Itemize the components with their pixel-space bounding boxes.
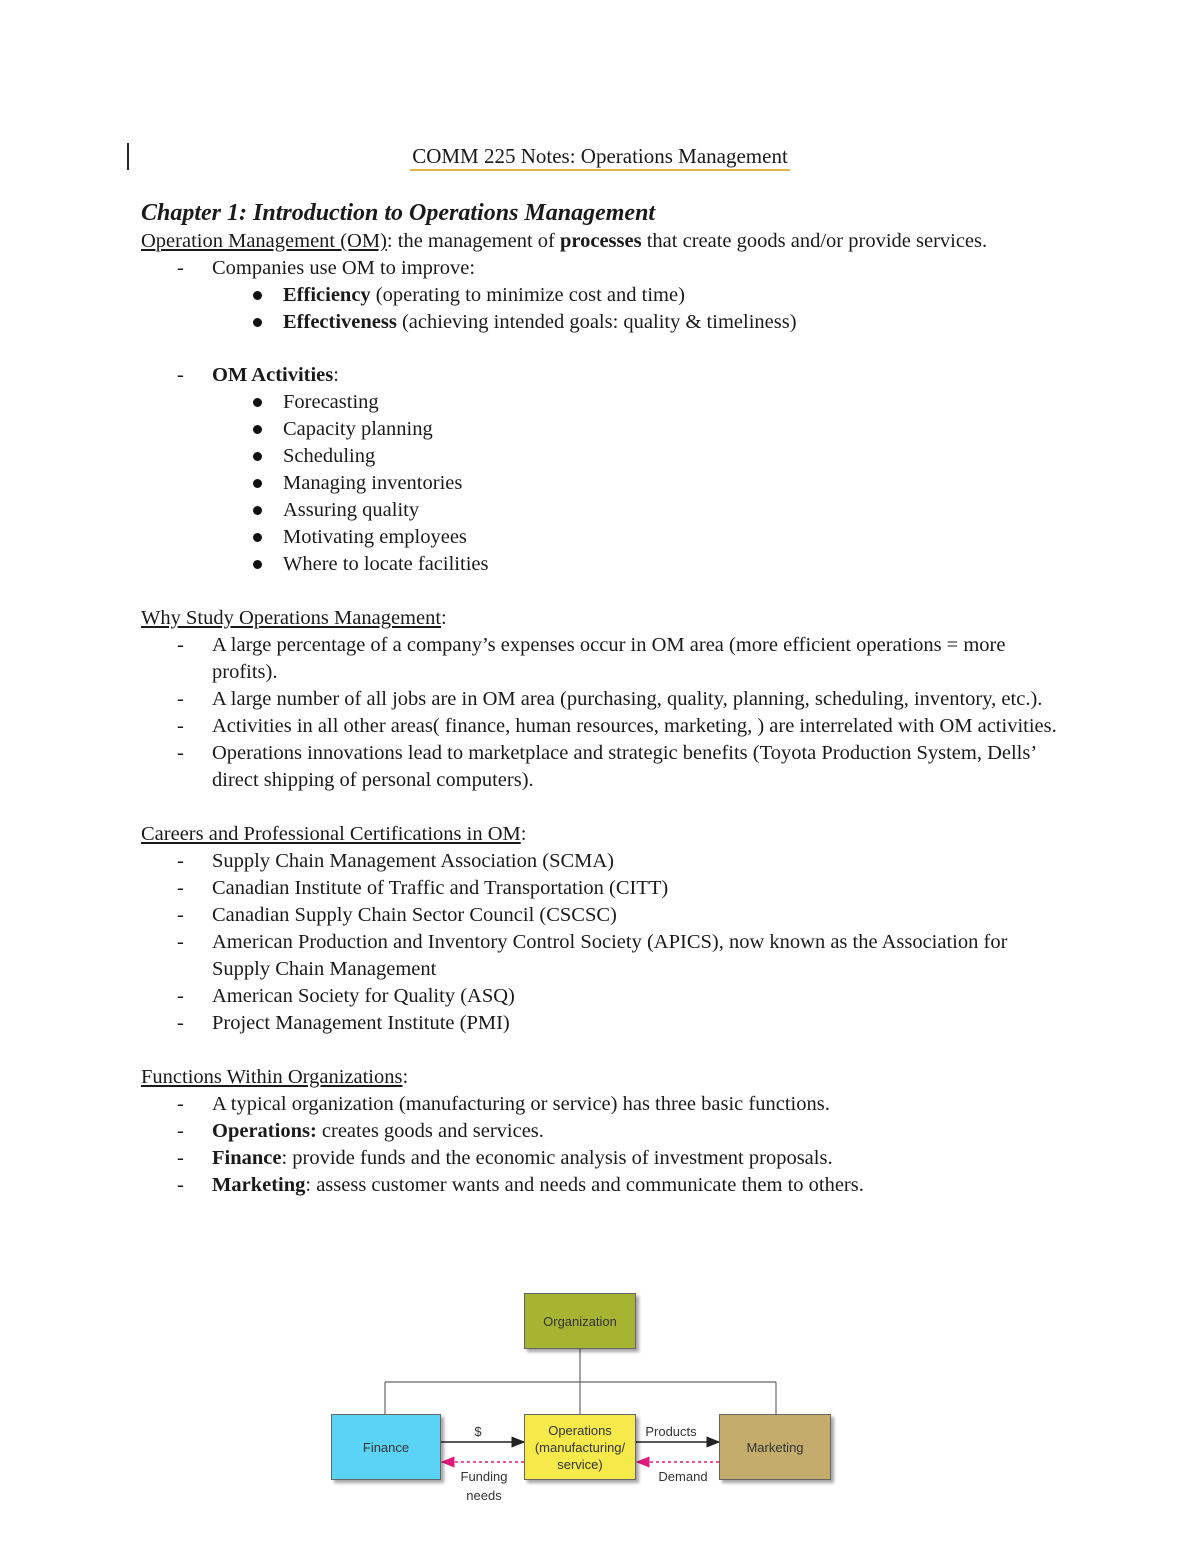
list-item: - Operations innovations lead to marketplace and strategic benefits (Toyota Production System, Dells’ direct shipping of personal computers). [212,740,1061,794]
careers-list [141,848,1061,1037]
activities-list [141,362,1061,578]
om-definition [141,228,1061,255]
organization-label: Organization [543,1313,617,1329]
funding-needs-label [448,1467,520,1505]
functions-colon: : [402,1066,409,1088]
why-colon: : [441,607,447,629]
why-heading [141,605,1061,632]
document-title-text: COMM 225 Notes: Operations Management [410,144,790,171]
improve-label-text: Companies use OM to improve: [212,257,476,279]
list-item: - Canadian Supply Chain Sector Council (CSCSC) [212,902,1061,929]
document-body [141,198,1061,1199]
improve-label [212,255,1061,336]
list-item: Managing inventories [283,470,1061,497]
list-item: Forecasting [283,389,1061,416]
organization-box [524,1293,636,1349]
om-definition-bold: processes [559,230,642,252]
funding-label-line1: Funding [460,1469,508,1484]
list-item: - Supply Chain Management Association (SCMA) [212,848,1061,875]
om-definition-text-a: : the management of [386,230,560,252]
list-item: - Project Management Institute (PMI) [212,1010,1061,1037]
list-item [283,282,1061,309]
spacer [141,794,1061,821]
list-item: Scheduling [283,443,1061,470]
om-definition-text-b: that create goods and/or provide services. [641,230,988,252]
activities-bullets [212,389,1061,578]
demand-label: Demand [658,1469,708,1484]
list-item [212,1145,1061,1172]
om-term: Operation Management (OM) [141,230,387,252]
list-item: - American Society for Quality (ASQ) [212,983,1061,1010]
finance-box [331,1414,441,1480]
list-item [212,1172,1061,1199]
operations-label-line3: service) [557,1456,603,1472]
operations-label-line1: Operations [548,1422,612,1438]
careers-colon: : [520,823,527,845]
efficiency-term: Efficiency [283,284,371,306]
spacer [141,336,1061,362]
spacer [141,1037,1061,1064]
finance-term: Finance [212,1147,282,1169]
finance-text: : provide funds and the economic analysis of investment proposals. [281,1147,833,1169]
effectiveness-term: Effectiveness [283,311,397,333]
activities-label-text: OM Activities [212,364,334,386]
marketing-label: Marketing [746,1439,804,1455]
activities-label [212,362,1061,578]
list-item: Motivating employees [283,524,1061,551]
marketing-text: : assess customer wants and needs and communicate them to others. [305,1174,864,1196]
list-item: Capacity planning [283,416,1061,443]
list-item [212,1118,1061,1145]
list-item: - American Production and Inventory Control Society (APICS), now known as the Association for Supply Chain Management [212,929,1061,983]
functions-list [141,1091,1061,1199]
products-label: Products [645,1424,697,1439]
why-heading-text: Why Study Operations Management [141,607,442,629]
functions-heading [141,1064,1061,1091]
chapter-heading: Chapter 1: Introduction to Operations Management [141,200,656,226]
spacer [141,578,1061,605]
marketing-box [719,1414,831,1480]
operations-box [524,1414,636,1480]
careers-heading-text: Careers and Professional Certifications in OM [141,823,521,845]
why-list [141,632,1061,794]
list-item: - A large number of all jobs are in OM area (purchasing, quality, planning, scheduling, inventory, etc.). [212,686,1061,713]
marketing-term: Marketing [212,1174,306,1196]
operations-label-line2: (manufacturing/ [534,1439,626,1455]
effectiveness-text: (achieving intended goals: quality & timeliness) [396,311,797,333]
list-item: - Canadian Institute of Traffic and Transportation (CITT) [212,875,1061,902]
document-title [0,144,1200,169]
improve-bullets [212,282,1061,336]
functions-heading-text: Functions Within Organizations [141,1066,403,1088]
funding-label-line2: needs [466,1488,502,1503]
operations-text: creates goods and services. [316,1120,544,1142]
improve-list [141,255,1061,336]
list-item [283,309,1061,336]
activities-colon: : [333,364,339,386]
efficiency-text: (operating to minimize cost and time) [370,284,685,306]
finance-label: Finance [362,1439,410,1455]
list-item: Assuring quality [283,497,1061,524]
list-item: - Activities in all other areas( finance, human resources, marketing, ) are interrelated with OM activities. [212,713,1061,740]
list-item [212,1091,1061,1118]
functions-item-text: A typical organization (manufacturing or service) has three basic functions. [212,1093,830,1115]
careers-heading [141,821,1061,848]
operations-term: Operations: [212,1120,317,1142]
list-item: Where to locate facilities [283,551,1061,578]
dollar-label: $ [474,1424,482,1439]
list-item: - A large percentage of a company’s expenses occur in OM area (more efficient operations = more profits). [212,632,1061,686]
